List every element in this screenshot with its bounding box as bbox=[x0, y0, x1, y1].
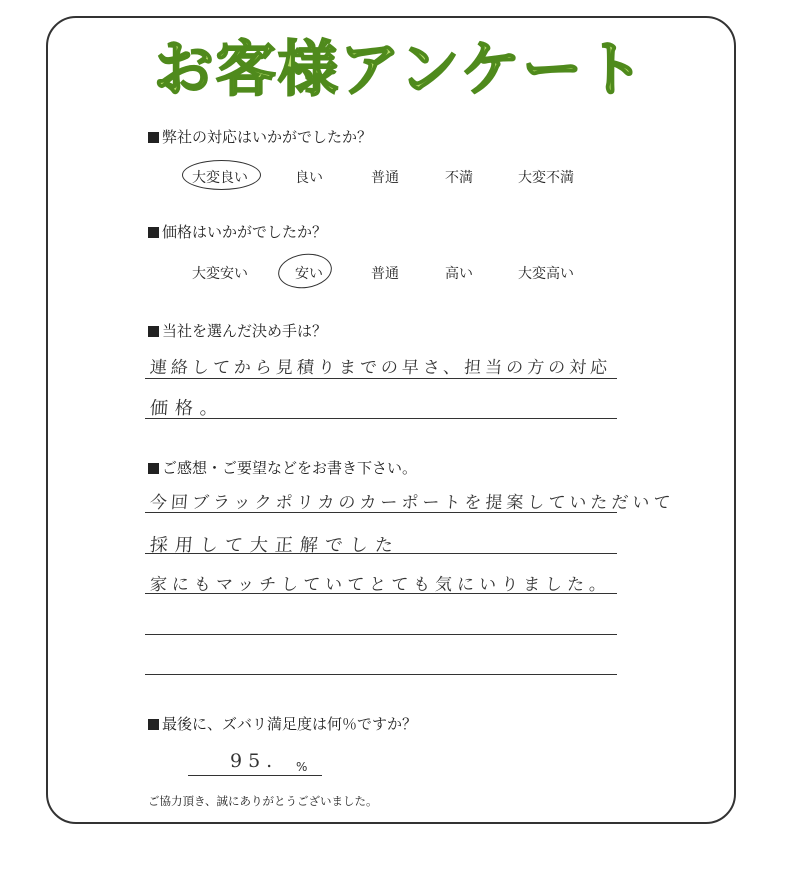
question-5-label: 最後に、ズバリ満足度は何％ですか？ bbox=[162, 715, 418, 733]
q2-option-3[interactable]: 普通 bbox=[371, 266, 399, 282]
question-2-label: 価格はいかがでしたか？ bbox=[162, 223, 328, 241]
answer-rule bbox=[145, 634, 617, 635]
percent-unit: % bbox=[296, 760, 308, 774]
q1-option-1[interactable]: 大変良い bbox=[192, 170, 248, 186]
q4-answer-line-1: 今回ブラックポリカのカーポートを提案していただいて bbox=[149, 493, 676, 513]
q1-option-2[interactable]: 良い bbox=[295, 170, 323, 186]
q2-option-4[interactable]: 高い bbox=[445, 266, 473, 282]
question-2 bbox=[148, 221, 327, 242]
survey-title: お客様アンケート bbox=[153, 35, 647, 105]
answer-rule bbox=[145, 378, 617, 379]
satisfaction-value: 95. bbox=[230, 750, 279, 772]
question-1-label: 弊社の対応はいかがでしたか？ bbox=[162, 128, 373, 146]
answer-rule bbox=[145, 553, 617, 554]
bullet-square-icon bbox=[148, 132, 159, 143]
question-3 bbox=[148, 320, 327, 341]
answer-rule bbox=[145, 512, 617, 513]
question-4 bbox=[148, 457, 417, 478]
q3-answer-line-1: 連絡してから見積りまでの早さ、担当の方の対応 bbox=[149, 358, 612, 378]
thank-you-note: ご協力頂き、誠にありがとうございました。 bbox=[148, 794, 378, 808]
bullet-square-icon bbox=[148, 719, 159, 730]
q2-option-1[interactable]: 大変安い bbox=[192, 266, 248, 282]
q2-option-2[interactable]: 安い bbox=[295, 266, 323, 282]
answer-rule bbox=[188, 775, 322, 776]
answer-rule bbox=[145, 593, 617, 594]
answer-rule bbox=[145, 418, 617, 419]
q3-answer-line-2: 価格。 bbox=[149, 398, 226, 419]
bullet-square-icon bbox=[148, 463, 159, 474]
bullet-square-icon bbox=[148, 326, 159, 337]
q4-answer-line-3: 家にもマッチしていてとても気にいりました。 bbox=[149, 575, 612, 595]
q4-answer-line-2: 採用して大正解でした bbox=[149, 535, 401, 556]
question-3-label: 当社を選んだ決め手は？ bbox=[162, 322, 328, 340]
question-4-label: ご感想・ご要望などをお書き下さい。 bbox=[162, 459, 418, 477]
q1-option-5[interactable]: 大変不満 bbox=[518, 170, 574, 186]
bullet-square-icon bbox=[148, 227, 159, 238]
question-5 bbox=[148, 713, 417, 734]
q1-option-3[interactable]: 普通 bbox=[371, 170, 399, 186]
answer-rule bbox=[145, 674, 617, 675]
q2-option-5[interactable]: 大変高い bbox=[518, 266, 574, 282]
q1-option-4[interactable]: 不満 bbox=[445, 170, 473, 186]
question-1 bbox=[148, 126, 372, 147]
